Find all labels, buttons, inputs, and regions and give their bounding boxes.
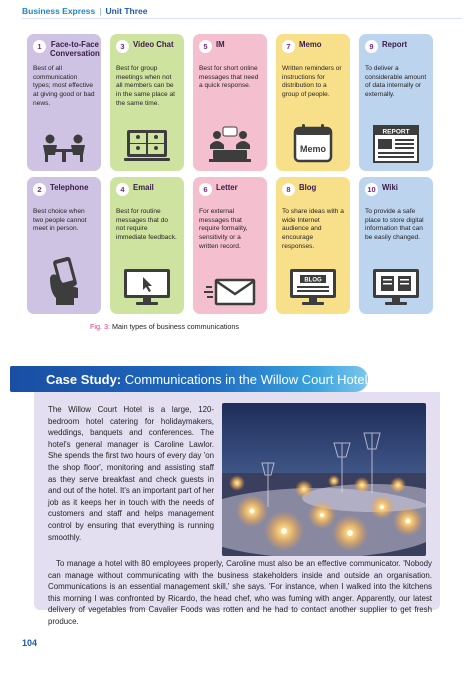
open-book-monitor-icon <box>371 268 421 306</box>
figure-label: Fig. 3: <box>90 322 110 331</box>
blog-icon-label: BLOG <box>304 277 322 284</box>
card-number: 9 <box>365 40 378 53</box>
card-number: 5 <box>199 40 212 53</box>
card-title: Telephone <box>50 183 89 192</box>
chat-laptop-icon <box>205 125 255 163</box>
card-number: 7 <box>282 40 295 53</box>
card-number: 3 <box>116 40 129 53</box>
card-wiki <box>359 177 433 314</box>
card-title: Memo <box>299 40 322 49</box>
card-description: Best for group meetings when not all members can be in the same place at the same time. <box>116 65 176 107</box>
card-description: Best choice when two people cannot meet in person. <box>33 208 87 233</box>
card-description: Best for short online messages that need a quick response. <box>199 65 259 90</box>
page-number: 104 <box>22 638 38 648</box>
card-face-to-face <box>27 34 101 171</box>
report-icon-label: REPORT <box>382 128 410 136</box>
card-number: 2 <box>33 183 46 196</box>
envelope-icon <box>204 276 256 306</box>
header-rule <box>22 18 462 19</box>
card-report <box>359 34 433 171</box>
card-number: 8 <box>282 183 295 196</box>
case-study-heading <box>46 372 368 387</box>
card-title: IM <box>216 40 225 49</box>
card-title: Video Chat <box>133 40 174 49</box>
card-description: Written reminders or instructions for distribution to a group of people. <box>282 65 342 99</box>
card-description: For external messages that require formality, sensitivity or a written record. <box>199 208 248 250</box>
case-study-title: Communications in the Willow Court Hotel <box>121 371 368 387</box>
memo-pad-icon <box>292 123 334 163</box>
card-number: 6 <box>199 183 212 196</box>
card-description: Best for routine messages that do not require immediate feedback. <box>116 208 177 242</box>
card-im <box>193 34 267 171</box>
card-memo <box>276 34 350 171</box>
card-letter <box>193 177 267 314</box>
card-number: 1 <box>33 40 46 53</box>
card-number: 10 <box>365 183 378 196</box>
header-separator: | <box>99 6 102 16</box>
phone-in-hand-icon <box>46 256 82 306</box>
card-description: To share ideas with a wide Internet audience and encourage responses. <box>282 208 344 250</box>
running-header <box>22 6 147 16</box>
unit-name: Unit Three <box>105 6 148 16</box>
case-study-paragraph-1: The Willow Court Hotel is a large, 120-bedroom hotel catering for holidaymakers, weddings, banquets and conferences. The hotel's general manager is Caroline Lawlor. She spends the first two hours of every day 'on the shop floor', monitoring and assisting staff as they serve breakfast and check guests in and out of the hotel. It's an important part of her job as it keeps her in touch with the needs of customers and staff and helps management control by ensuring that everything is running smoothly. <box>48 405 214 542</box>
figure-caption-text: Main types of business communications <box>109 322 240 331</box>
report-document-icon <box>373 125 419 163</box>
people-at-table-icon <box>38 133 90 163</box>
monitor-cursor-icon <box>122 268 172 306</box>
card-title: Wiki <box>382 183 398 192</box>
figure-caption <box>90 322 239 331</box>
blog-monitor-icon <box>288 268 338 306</box>
card-title: Report <box>382 40 408 49</box>
case-study-paragraph-2: To manage a hotel with 80 employees properly, Caroline must also be an effective communicator. 'Nobody can manage without communicating with the business stakeholders inside and outside an organisation. Communications is an essential management skill,' she says. 'For instance, when I walked into the kitchens this morning I was confronted by Ricardo, the head chef, who was fuming with anger. Apparently, our latest delivery of vegetables from Cavalier Foods was rotten and he had to contact another supplier to get fresh produce. <box>48 559 432 627</box>
card-title: Blog <box>299 183 317 192</box>
memo-icon-label: Memo <box>299 144 327 154</box>
card-title: Email <box>133 183 154 192</box>
series-name: Business Express <box>22 6 96 16</box>
card-email <box>110 177 184 314</box>
video-call-icon <box>124 129 170 163</box>
card-number: 4 <box>116 183 129 196</box>
card-video-chat <box>110 34 184 171</box>
card-description: To provide a safe place to store digital information that can be easily changed. <box>365 208 424 242</box>
card-blog <box>276 177 350 314</box>
card-title: Face-to-Face Conversation <box>50 40 100 58</box>
communication-types-grid <box>27 34 437 314</box>
case-study-label: Case Study: <box>46 371 122 387</box>
card-description: Best of all communication types; most effective at giving good or bad news. <box>33 65 95 107</box>
candle-lit-banquet-tables-photo <box>222 403 426 556</box>
card-description: To deliver a considerable amount of data internally or externally. <box>365 65 427 99</box>
case-study-banner <box>10 366 368 392</box>
card-telephone <box>27 177 101 314</box>
card-title: Letter <box>216 183 238 192</box>
